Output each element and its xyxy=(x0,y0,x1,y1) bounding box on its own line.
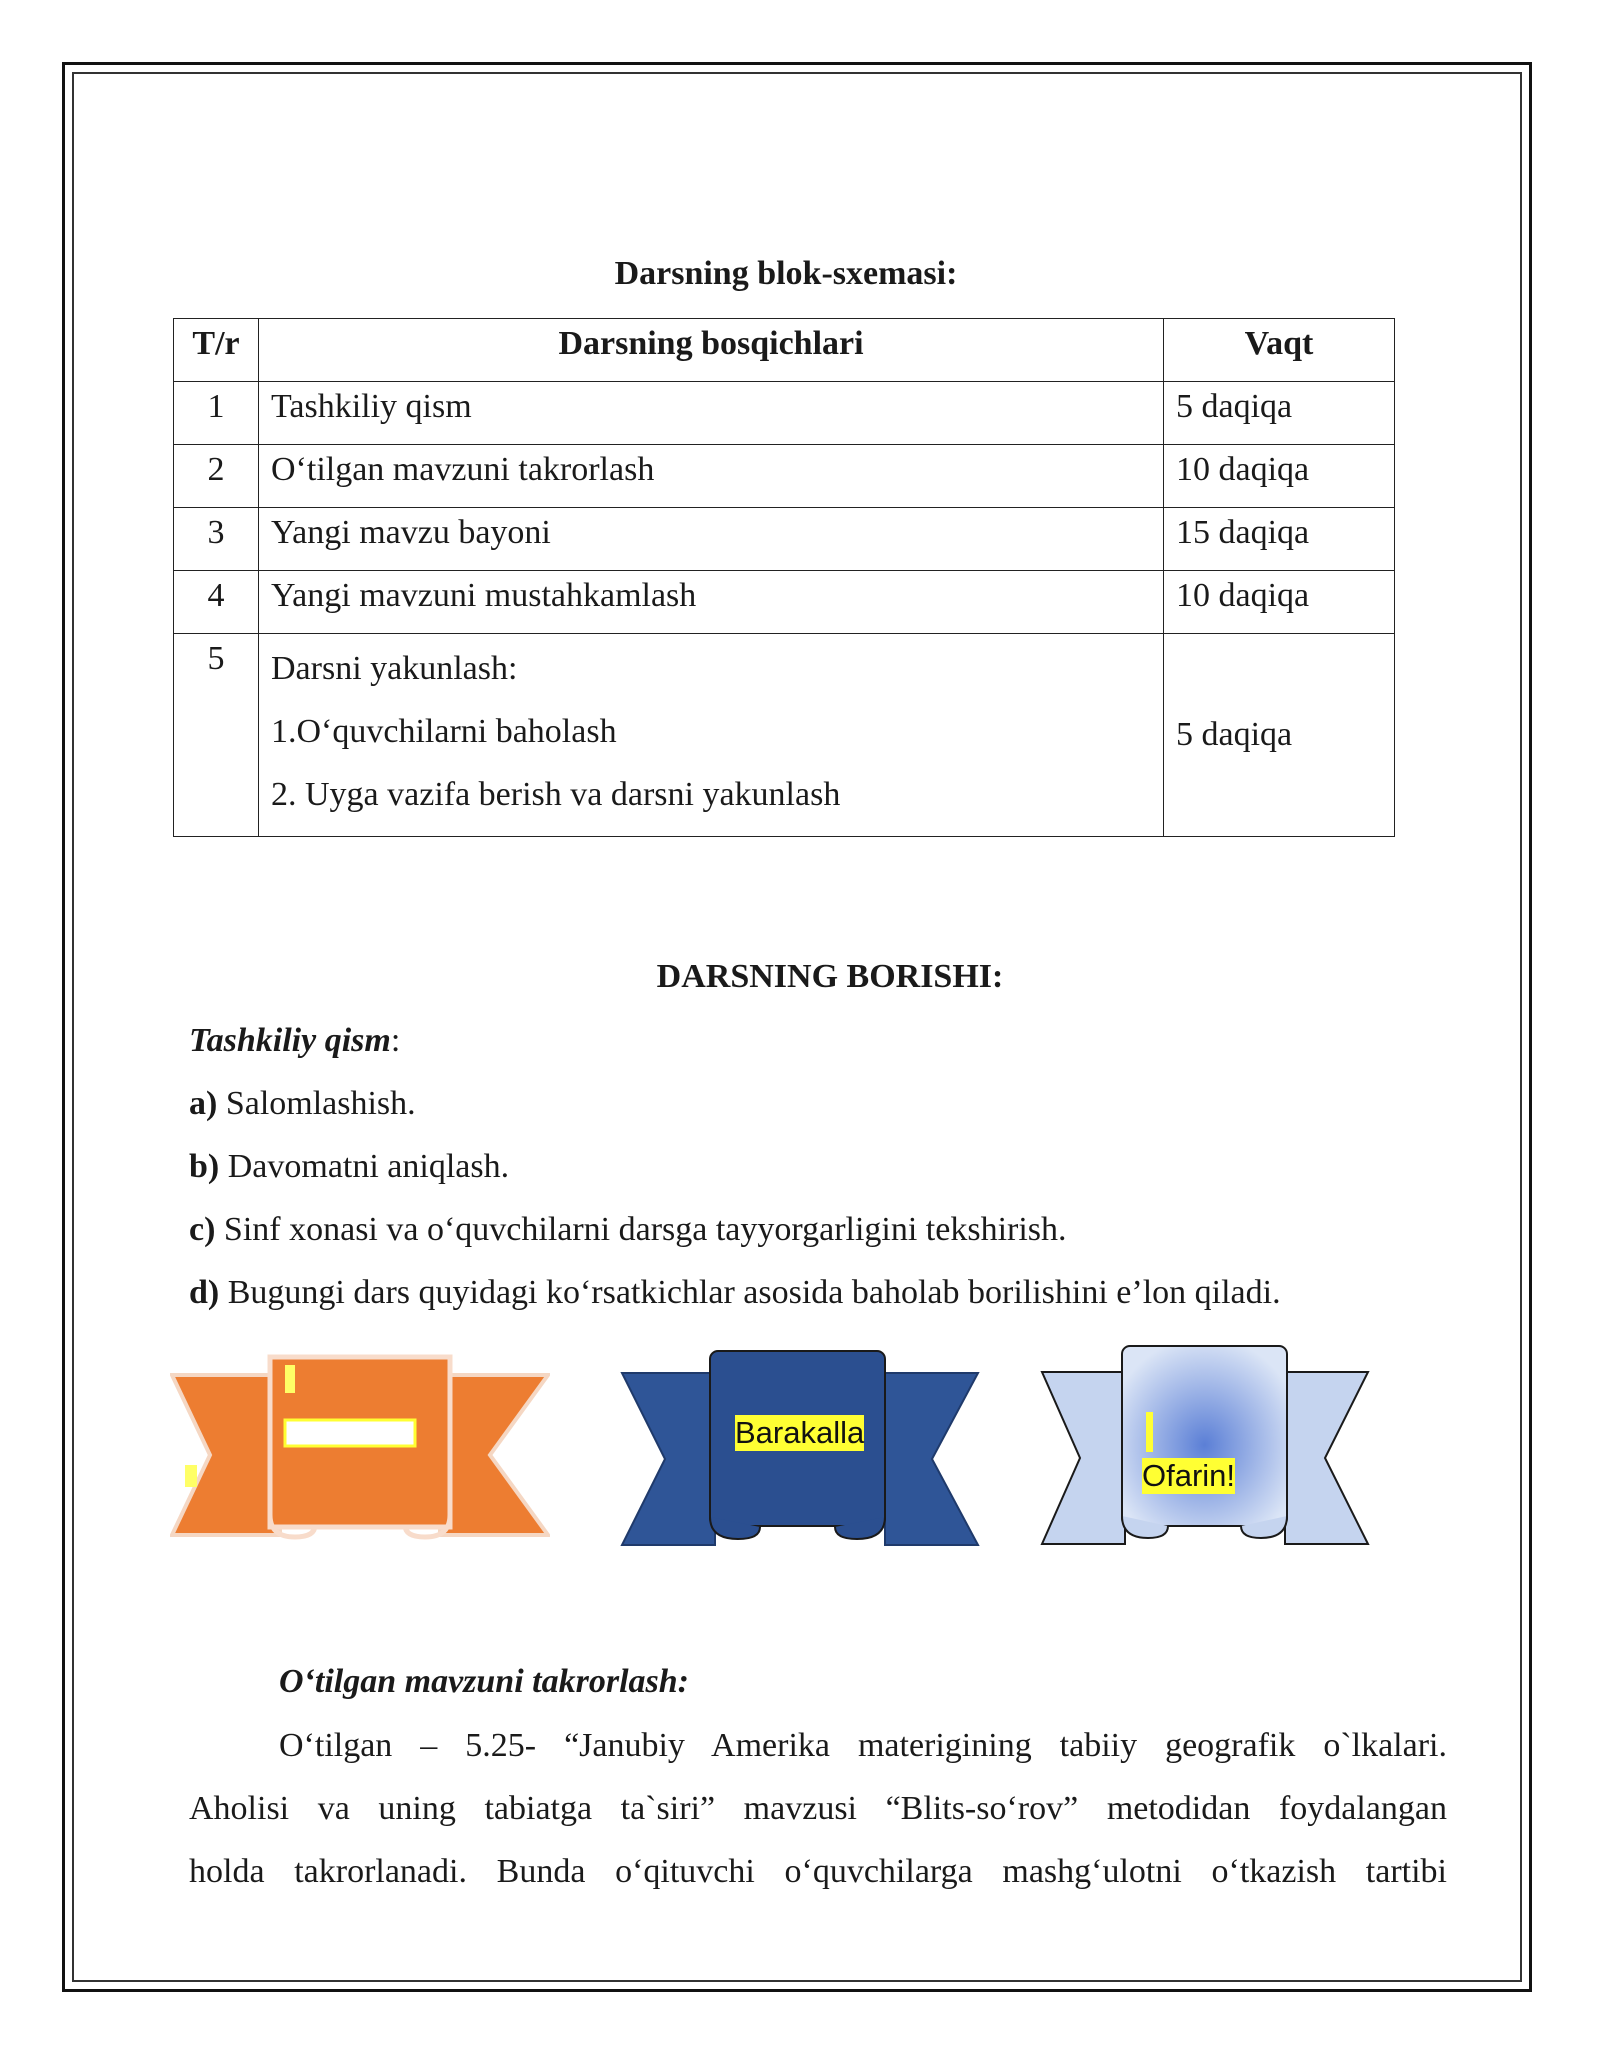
review-line: holda takrorlanadi. Bunda o‘qituvchi o‘quvchilarga mashg‘ulotni o‘tkazish tartibi xyxy=(189,1853,1447,1890)
row-time: 10 daqiqa xyxy=(1164,445,1395,508)
block-scheme-title: Darsning blok-sxemasi: xyxy=(614,255,958,292)
row-stage xyxy=(259,634,1164,837)
row-number: 1 xyxy=(174,382,259,445)
row-number: 4 xyxy=(174,571,259,634)
header-stages: Darsning bosqichlari xyxy=(259,319,1164,382)
org-heading: Tashkiliy qism: xyxy=(189,1022,401,1059)
table-header-row xyxy=(174,319,1395,382)
lesson-course-title: DARSNING BORISHI: xyxy=(656,958,1004,995)
ribbon-label-barakalla: Barakalla xyxy=(735,1415,865,1450)
row-stage: Yangi mavzu bayoni xyxy=(259,508,1164,571)
org-item: b) Davomatni aniqlash. xyxy=(189,1148,510,1185)
row-stage: Yangi mavzuni mustahkamlash xyxy=(259,571,1164,634)
ribbon-label-ofarin: Ofarin! xyxy=(1142,1458,1236,1493)
review-line: O‘tilgan – 5.25- “Janubiy Amerika materigining tabiiy geografik o`lkalari. xyxy=(279,1727,1447,1764)
table-row xyxy=(174,634,1395,837)
ribbon-orange xyxy=(170,1345,550,1555)
row-number: 2 xyxy=(174,445,259,508)
org-item: c) Sinf xonasi va o‘quvchilarni darsga tayyorgarligini tekshirish. xyxy=(189,1211,1067,1248)
org-item: d) Bugungi dars quyidagi ko‘rsatkichlar asosida baholab borilishini e’lon qiladi. xyxy=(189,1274,1281,1311)
stage-line: Darsni yakunlash: xyxy=(271,650,518,687)
review-line: Aholisi va uning tabiatga ta`siri” mavzusi “Blits-so‘rov” metodidan foydalangan xyxy=(189,1790,1447,1827)
table-row xyxy=(174,382,1395,445)
header-time: Vaqt xyxy=(1164,319,1395,382)
row-number: 3 xyxy=(174,508,259,571)
row-time: 5 daqiqa xyxy=(1164,634,1395,837)
org-item: a) Salomlashish. xyxy=(189,1085,416,1122)
ribbon-light-blue xyxy=(1040,1340,1370,1550)
stage-line: 1.O‘quvchilarni baholash xyxy=(271,713,617,750)
table-row xyxy=(174,445,1395,508)
header-number: T/r xyxy=(174,319,259,382)
review-heading: O‘tilgan mavzuni takrorlash: xyxy=(279,1663,689,1700)
table-row xyxy=(174,571,1395,634)
stage-line: 2. Uyga vazifa berish va darsni yakunlash xyxy=(271,776,841,813)
table-row xyxy=(174,508,1395,571)
lesson-stages-table xyxy=(173,318,1395,837)
row-stage: Tashkiliy qism xyxy=(259,382,1164,445)
row-time: 15 daqiqa xyxy=(1164,508,1395,571)
row-time: 5 daqiqa xyxy=(1164,382,1395,445)
row-number: 5 xyxy=(174,634,259,837)
row-time: 10 daqiqa xyxy=(1164,571,1395,634)
row-stage: O‘tilgan mavzuni takrorlash xyxy=(259,445,1164,508)
